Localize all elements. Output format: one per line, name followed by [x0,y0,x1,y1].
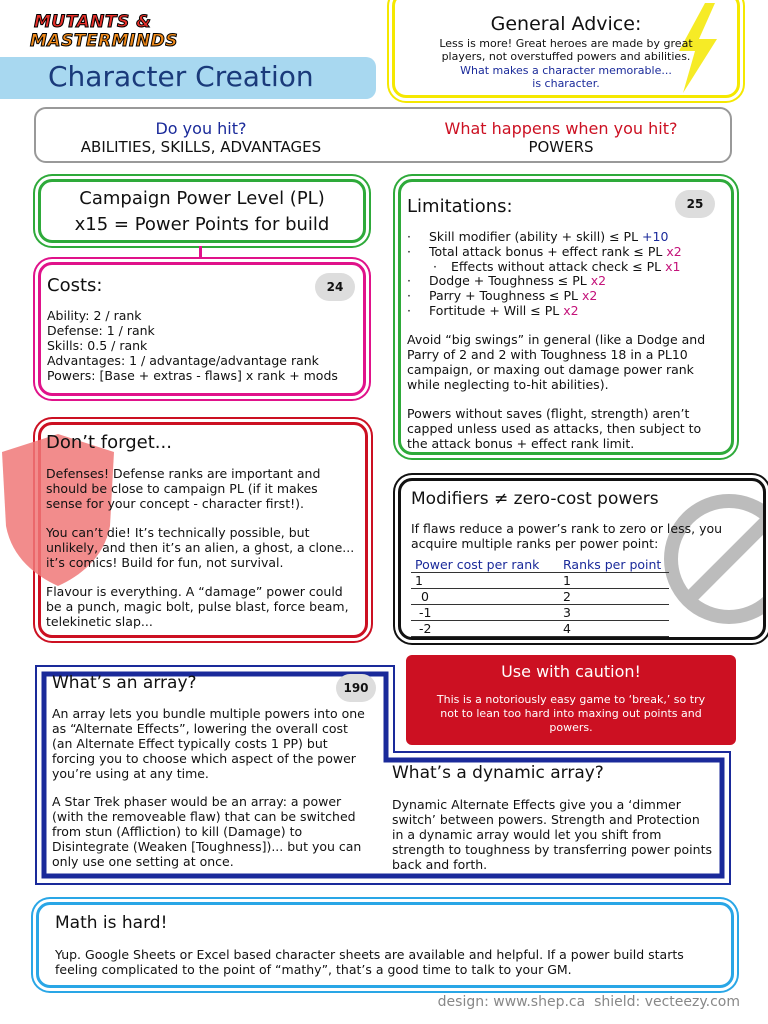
dont-forget-para2: You can’t die! It’s technically possible, but unlikely, and then it’s an alien, a ghost, a clone... it’s comics! Build for fun, not survival. [46,525,355,570]
page-title: Character Creation [48,60,314,93]
limitations-list [407,230,727,319]
advice-line3: What makes a character memorable... [460,64,672,77]
limitations-heading: Limitations: [407,196,513,217]
costs-box [38,262,366,396]
cost-powers: Powers: [Base + extras - flaws] x rank + mods [47,368,338,383]
what-happens-answer: POWERS [528,138,594,156]
hit-box [34,107,732,163]
math-box [36,902,734,988]
power-level-box [38,179,366,243]
array-para1: An array lets you bundle multiple powers into one as “Alternate Effects”, lowering the overall cost (an Alternate Effect typically costs 1 PP) but forcing you to choose which aspect of the power you’re using at any time. [52,706,365,781]
table-row: 1 1 [411,573,669,589]
mm-logo [28,10,214,54]
limit-item: · Parry + Toughness ≤ PL x2 [407,289,727,304]
limitations-para1: Avoid “big swings” in general (like a Dodge and Parry of 2 and 2 with Toughness 18 in a PL10 campaign, or maxing out damage power rank while neglecting to-hit abilities). [407,332,706,392]
do-you-hit-question: Do you hit? [155,119,247,138]
power-level-line2: x15 = Power Points for build [74,214,330,235]
math-text: Yup. Google Sheets or Excel based character sheets are available and helpful. If a power build starts feeling complicated to the point of “mathy”, that’s a good time to talk to your GM. [55,947,684,977]
col-header: Ranks per point [559,557,669,573]
table-row: 0 2 [411,589,669,605]
limit-item: · Effects without attack check ≤ PL x1 [407,260,727,275]
cost-advantages: Advantages: 1 / advantage/advantage rank [47,353,319,368]
limit-item: · Total attack bonus + effect rank ≤ PL x2 [407,245,727,260]
limit-item: · Dodge + Toughness ≤ PL x2 [407,274,727,289]
modifiers-box [398,478,766,640]
costs-heading: Costs: [47,275,103,296]
table-header-row [411,557,669,573]
limit-item: · Fortitude + Will ≤ PL x2 [407,304,727,319]
array-heading: What’s an array? [52,673,197,693]
limitations-box [398,179,734,455]
caution-heading: Use with caution! [501,662,641,681]
dont-forget-heading: Don’t forget... [46,432,172,453]
logo-line2: MASTERMINDS [30,31,178,51]
array-page-badge: 190 [336,674,376,702]
advice-line2: players, not overstuffed powers and abilities. [441,50,691,63]
power-level-line1: Campaign Power Level (PL) [79,188,325,209]
advice-line4: is character. [532,77,600,90]
dynamic-array-heading: What’s a dynamic array? [392,763,604,783]
costs-list [47,308,338,383]
cost-defense: Defense: 1 / rank [47,323,155,338]
array-para2: A Star Trek phaser would be an array: a power (with the removeable flaw) that can be switched from stun (Affliction) to kill (Damage) to Disintegrate (Weaken [Toughness])... but you can only use one setting at once. [52,794,362,869]
cost-ability: Ability: 2 / rank [47,308,142,323]
what-happens-question: What happens when you hit? [444,119,678,138]
no-symbol-icon [659,489,766,629]
dynamic-array-text: Dynamic Alternate Effects give you a ‘dimmer switch’ between powers. Strength and Protection in a dynamic array would let you shift from strength to toughness by transferring power points back and forth. [392,797,712,872]
caution-box [406,655,736,745]
table-row: -1 3 [411,605,669,621]
advice-heading: General Advice: [490,13,642,35]
general-advice-box [392,0,740,98]
cost-skills: Skills: 0.5 / rank [47,338,148,353]
advice-line1: Less is more! Great heroes are made by great [439,37,693,50]
logo-line1: MUTANTS & [34,12,152,32]
math-heading: Math is hard! [55,913,168,933]
limit-item: · Skill modifier (ability + skill) ≤ PL +10 [407,230,727,245]
costs-page-badge: 24 [315,273,355,301]
title-band [0,57,376,99]
connector-line [199,246,202,258]
dont-forget-para3: Flavour is everything. A “damage” power could be a punch, magic bolt, pulse blast, force beam, telekinetic slap... [46,584,349,629]
do-you-hit-answer: ABILITIES, SKILLS, ADVANTAGES [80,138,322,156]
limitations-page-badge: 25 [675,190,715,218]
footer-credits: design: www.shep.ca shield: vecteezy.com [437,994,740,1010]
table-row: -2 4 [411,621,669,637]
modifiers-table [411,557,669,637]
modifiers-intro: If flaws reduce a power’s rank to zero or less, you acquire multiple ranks per power point: [411,521,723,551]
limitations-para2: Powers without saves (flight, strength) aren’t capped unless used as attacks, then subject to the attack bonus + effect rank limit. [407,406,702,451]
modifiers-heading: Modifiers ≠ zero-cost powers [411,489,659,509]
col-header: Power cost per rank [411,557,559,573]
caution-text: This is a notoriously easy game to ‘break,’ so try not to lean too hard into maxing out points and powers. [436,693,706,734]
dont-forget-para1: Defenses! Defense ranks are important and should be close to campaign PL (if it makes sense for your concept - character first!). [46,466,321,511]
